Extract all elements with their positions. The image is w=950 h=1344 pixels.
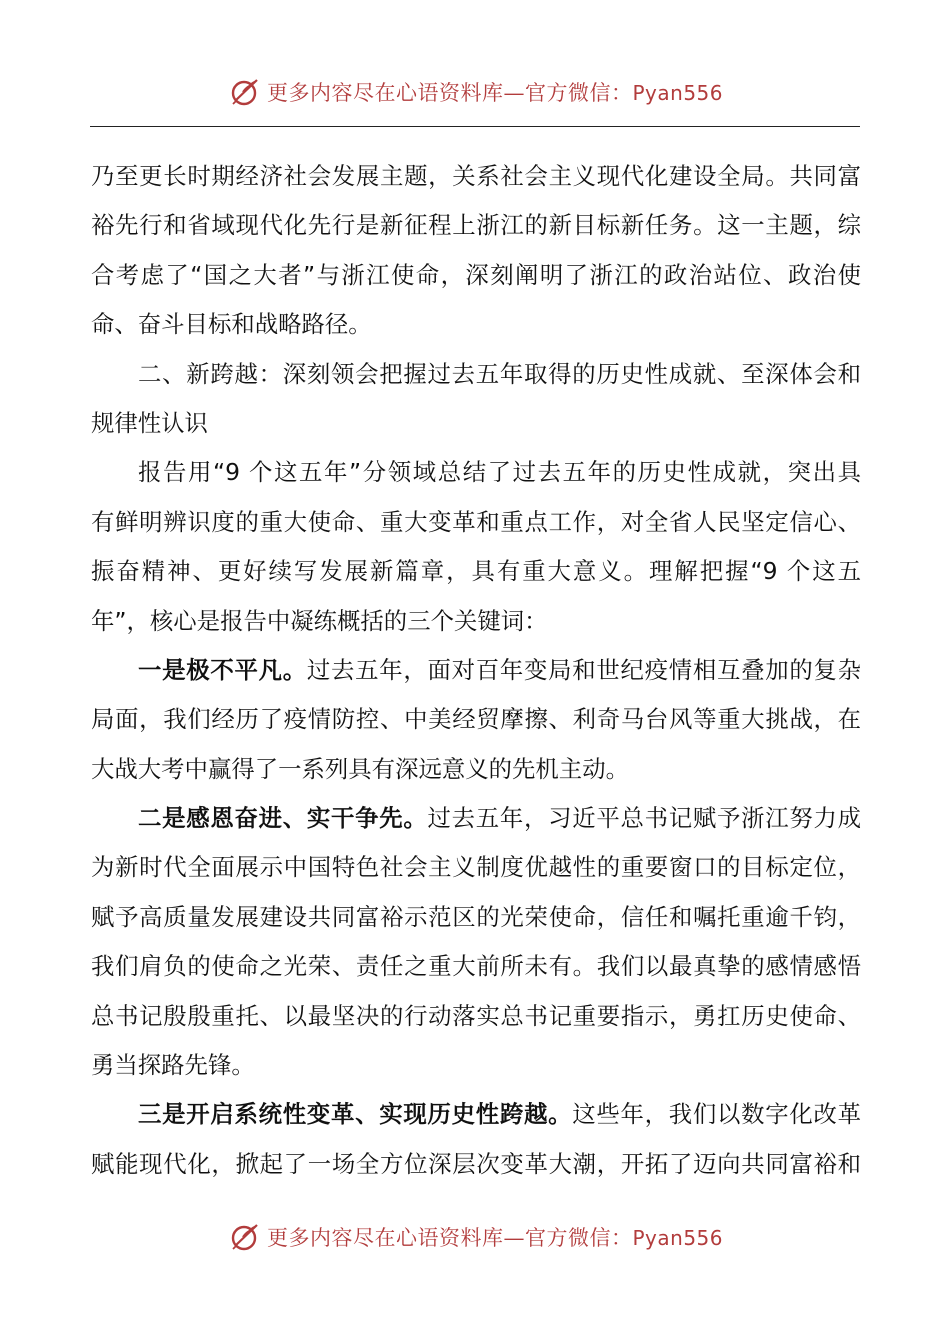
feather-logo-icon [227, 1219, 263, 1255]
body-line: 我们肩负的使命之光荣、责任之重大前所未有。我们以最真挚的感情感悟 [91, 952, 861, 981]
body-line: 总书记殷殷重托、以最坚决的行动落实总书记重要指示，勇扛历史使命、 [91, 1001, 861, 1030]
header-banner [0, 72, 950, 112]
keyword-rest: 这些年，我们以数字化改革 [572, 1100, 861, 1129]
feather-logo-icon [227, 74, 263, 110]
section-heading-line: 规律性认识 [91, 408, 208, 437]
header-banner-id: Pyan556 [632, 81, 723, 105]
body-line: 赋予高质量发展建设共同富裕示范区的光荣使命，信任和嘱托重逾千钧， [91, 902, 861, 931]
body-line: 为新时代全面展示中国特色社会主义制度优越性的重要窗口的目标定位， [91, 853, 861, 882]
section-heading-line: 二、新跨越：深刻领会把握过去五年取得的历史性成就、至深体会和 [138, 359, 861, 388]
body-line: 局面，我们经历了疫情防控、中美经贸摩擦、利奇马台风等重大挑战，在 [91, 705, 861, 734]
keyword-paragraph-3 [91, 1090, 861, 1139]
body-line: 赋能现代化，掀起了一场全方位深层次变革大潮，开拓了迈向共同富裕和 [91, 1149, 861, 1178]
keyword-bold: 二是感恩奋进、实干争先。 [138, 804, 428, 833]
keyword-paragraph-1 [91, 646, 861, 695]
body-line: 勇当探路先锋。 [91, 1051, 255, 1080]
body-line: 年”，核心是报告中凝练概括的三个关键词： [91, 606, 548, 635]
footer-banner [0, 1217, 950, 1257]
body-line: 报告用“9 个这五年”分领域总结了过去五年的历史性成就，突出具 [138, 458, 861, 487]
document-body [91, 152, 861, 1189]
body-line: 有鲜明辨识度的重大使命、重大变革和重点工作，对全省人民坚定信心、 [91, 507, 861, 536]
keyword-bold: 一是极不平凡。 [138, 655, 307, 684]
body-line: 命、奋斗目标和战略路径。 [91, 310, 372, 339]
header-divider [90, 126, 860, 127]
keyword-paragraph-2 [91, 794, 861, 843]
keyword-rest: 过去五年，习近平总书记赋予浙江努力成 [427, 804, 861, 833]
body-line: 大战大考中赢得了一系列具有深远意义的先机主动。 [91, 754, 629, 783]
keyword-rest: 过去五年，面对百年变局和世纪疫情相互叠加的复杂 [306, 655, 861, 684]
body-line: 裕先行和省域现代化先行是新征程上浙江的新目标新任务。这一主题，综 [91, 211, 861, 240]
header-banner-text: 更多内容尽在心语资料库—官方微信：Pyan556 [266, 81, 723, 105]
footer-banner-id: Pyan556 [632, 1226, 723, 1250]
body-line: 振奋精神、更好续写发展新篇章，具有重大意义。理解把握“9 个这五 [91, 557, 861, 586]
body-line: 合考虑了“国之大者”与浙江使命，深刻阐明了浙江的政治站位、政治使 [91, 260, 861, 289]
footer-banner-text: 更多内容尽在心语资料库—官方微信：Pyan556 [266, 1226, 723, 1250]
body-line: 乃至更长时期经济社会发展主题，关系社会主义现代化建设全局。共同富 [91, 162, 861, 190]
keyword-bold: 三是开启系统性变革、实现历史性跨越。 [138, 1100, 573, 1129]
